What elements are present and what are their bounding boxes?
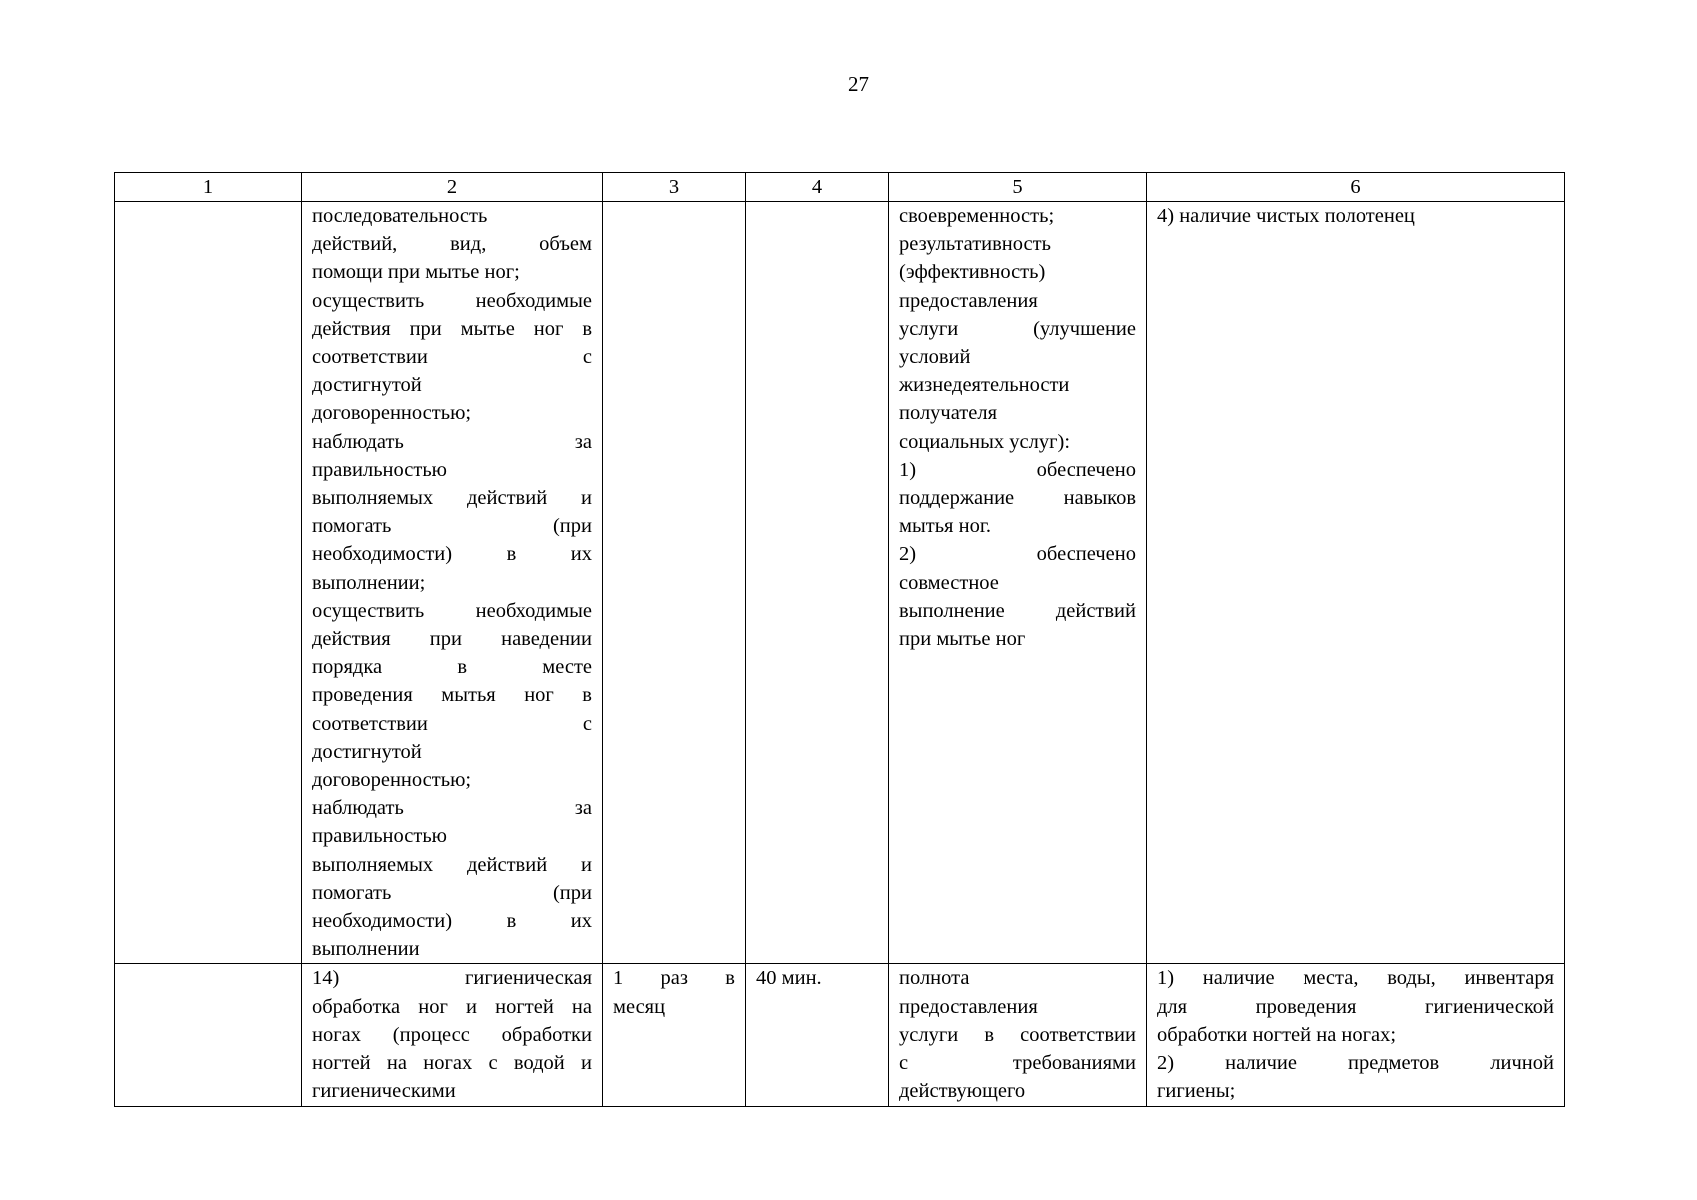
table-row [115,964,1565,1106]
cell-text-line: выполнении [312,938,420,961]
cell-text-line: помогать (при [312,881,592,904]
cell-text-line: 14) гигиеническая [312,967,592,990]
cell-text-line: последовательность [312,205,488,227]
cell-text-line: выполнении; [312,571,426,594]
row1-col4 [746,202,889,964]
cell-text-line: достигнутой [312,374,422,397]
cell-text-line: помогать (при [312,515,592,538]
cell-text-line: при мытье ног [899,628,1026,651]
cell-text-line: обработки ногтей на ногах; [1157,1023,1397,1046]
column-header-6: 6 [1147,173,1565,202]
cell-text-line: ногтей на ногах с водой и [312,1052,592,1075]
cell-text-line: жизнедеятельности [899,374,1070,397]
cell-text-line: мытья ног. [899,515,992,538]
cell-text-line: наблюдать за [312,430,592,453]
row2-col3 [603,964,746,1106]
table-row [115,202,1565,964]
cell-text-line: наблюдать за [312,797,592,820]
cell-text-line: предоставления [899,289,1038,312]
row1-col2 [302,202,603,964]
cell-text-line: 2) обеспечено [899,543,1136,566]
row2-col6 [1147,964,1565,1106]
cell-text-line: соответствии с [312,346,592,369]
cell-text-line: предоставления [899,995,1038,1018]
cell-text-line: необходимости) в их [312,543,592,566]
cell-text-line: полнота [899,967,970,990]
row1-col6 [1147,202,1565,964]
cell-text-line: осуществить необходимые [312,289,592,312]
cell-text-line: услуги (улучшение [899,317,1136,340]
cell-text-line: поддержание навыков [899,487,1136,510]
row2-col5 [889,964,1147,1106]
cell-text-line: месяц [613,995,666,1018]
cell-text-line: 40 мин. [756,967,822,990]
services-table [114,172,1565,1107]
cell-text-line: гигиеническими [312,1080,456,1103]
page-number: 27 [848,72,869,96]
row2-col2 [302,964,603,1106]
column-header-4: 4 [746,173,889,202]
cell-text-line: соответствии с [312,712,592,735]
cell-text-line: 1) обеспечено [899,458,1136,481]
cell-text-line: 1 раз в [613,967,735,990]
row2-col4 [746,964,889,1106]
cell-text-line: действий, вид, объем [312,233,592,256]
cell-text-line: 2) наличие предметов личной [1157,1052,1554,1075]
cell-text-line: для проведения гигиенической [1157,995,1554,1018]
cell-text-line: (эффективность) [899,261,1046,284]
cell-text-line: услуги в соответствии [899,1023,1136,1046]
cell-text-line: 1) наличие места, воды, инвентаря [1157,967,1554,990]
cell-text-line: с требованиями [899,1052,1136,1075]
cell-text-line: осуществить необходимые [312,599,592,622]
row1-col1 [115,202,302,964]
cell-text-line: правильностью [312,825,448,848]
cell-text-line: договоренностью; [312,769,472,792]
cell-text-line: выполнение действий [899,599,1136,622]
cell-text-line: достигнутой [312,740,422,763]
cell-text-line: действия при наведении [312,628,592,651]
cell-text-line: действующего [899,1080,1026,1103]
table-header-row [115,173,1565,202]
cell-text-line: порядка в месте [312,656,592,679]
cell-text-line: обработка ног и ногтей на [312,995,592,1018]
cell-text-line: своевременность; [899,205,1055,227]
cell-text-line: помощи при мытье ног; [312,261,520,284]
column-header-3: 3 [603,173,746,202]
cell-text-line: социальных услуг): [899,430,1071,453]
cell-text-line: проведения мытья ног в [312,684,592,707]
cell-text-line: выполняемых действий и [312,853,592,876]
column-header-2: 2 [302,173,603,202]
row1-col5 [889,202,1147,964]
cell-text-line: договоренностью; [312,402,472,425]
cell-text-line: ногах (процесс обработки [312,1023,592,1046]
cell-text-line: результативность [899,233,1051,256]
cell-text-line: 4) наличие чистых полотенец [1157,205,1415,227]
cell-text-line: необходимости) в их [312,910,592,933]
column-header-1: 1 [115,173,302,202]
cell-text-line: действия при мытье ног в [312,317,592,340]
cell-text-line: получателя [899,402,998,425]
column-header-5: 5 [889,173,1147,202]
cell-text-line: гигиены; [1157,1080,1236,1103]
cell-text-line: совместное [899,571,999,594]
cell-text-line: выполняемых действий и [312,487,592,510]
row1-col3 [603,202,746,964]
cell-text-line: правильностью [312,458,448,481]
cell-text-line: условий [899,346,971,369]
row2-col1 [115,964,302,1106]
